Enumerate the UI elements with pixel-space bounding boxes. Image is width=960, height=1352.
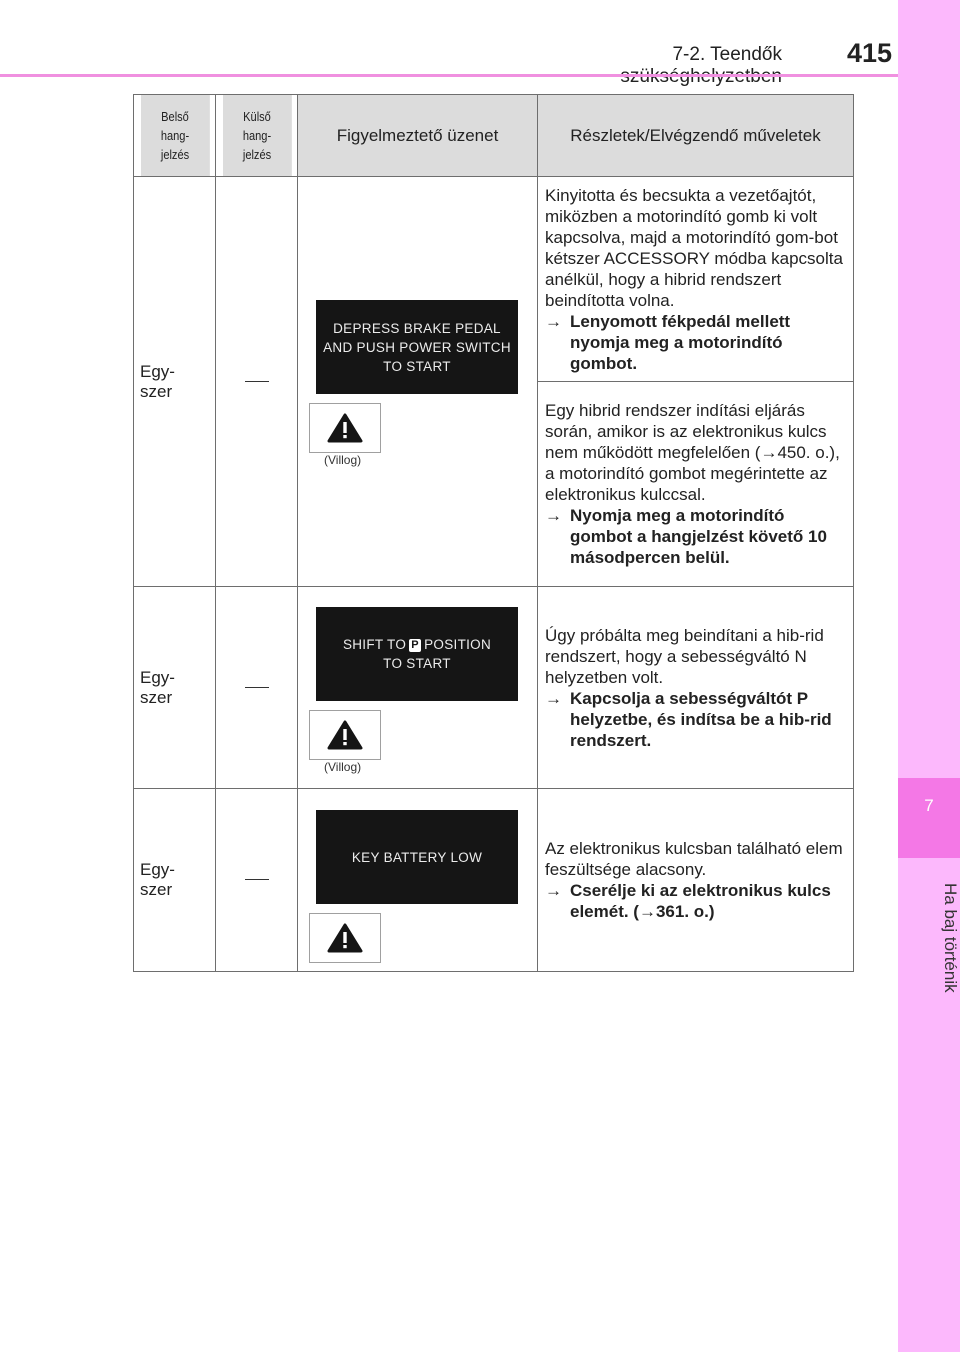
em-dash [245,381,269,382]
chapter-number-box [898,778,960,858]
detail-text: Kinyitotta és becsukta a vezetőajtót, miközben a motorindító gomb ki volt kapcsolva, majd a motorindító gom-bot kétszer ACCESSORY módba kapcsolta anélkül, hogy a hibrid rendszert beindította volna. [545,185,843,310]
warning-triangle-icon [309,710,381,760]
section-title: 7-2. Teendők [672,44,782,65]
arrow-icon: → [545,506,562,525]
external-buzzer-cell [216,177,298,587]
warning-message-cell [298,789,538,972]
internal-buzzer-cell: Egy- szer [134,789,216,972]
table-header-row [134,95,854,177]
header-warning-message: Figyelmeztető üzenet [298,95,538,177]
header-divider [0,74,898,77]
warning-message-table [133,94,854,972]
action-text: Kapcsolja a sebességváltót P helyzetbe, és indítsa be a hib-rid rendszert. [570,688,832,750]
warning-triangle-icon [309,403,381,453]
action-item [545,880,845,922]
chapter-side-tab [898,0,960,1352]
page-number: 415 [846,38,892,68]
em-dash [245,879,269,880]
arrow-icon: → [545,688,562,708]
action-item [545,311,845,374]
internal-buzzer-cell: Egy- szer [134,587,216,789]
action-item [545,688,845,751]
warning-message-cell [298,177,538,587]
table-row [134,587,854,789]
action-item [545,505,845,568]
header-internal-buzzer: Belső hang- jelzés [140,95,210,177]
header-external-buzzer: Külső hang- jelzés [222,95,292,177]
detail-text: Az elektronikus kulcsban található elem feszültsége alacsony. [545,839,843,879]
blink-note: (Villog) [324,453,362,467]
detail-text: Egy hibrid rendszer indítási eljárás során, amikor is az elektronikus kulcs nem működött megfelelően (→450. o.), a motorindító gombot megérintette az elektronikus kulccsal. [545,401,840,504]
chapter-title: Ha baj történik [941,883,960,993]
external-buzzer-cell [216,789,298,972]
detail-cell [538,587,854,789]
em-dash [245,687,269,688]
warning-message-cell [298,587,538,789]
action-text: Lenyomott fékpedál mellett nyomja meg a motorindító gombot. [570,311,791,373]
multi-info-display: SHIFT TO P POSITION TO START [316,607,518,701]
detail-cell [538,789,854,972]
arrow-icon: → [545,881,562,900]
action-text: Nyomja meg a motorindító gombot a hangjelzést követő 10 másodpercen belül. [570,506,827,567]
internal-buzzer-cell: Egy- szer [134,177,216,587]
detail-cell [538,177,854,382]
blink-note: (Villog) [324,760,362,774]
chapter-number: 7 [924,796,934,815]
header-details: Részletek/Elvégzendő műveletek [538,95,854,177]
detail-text: Úgy próbálta meg beindítani a hib-rid rendszert, hogy a sebességváltó N helyzetben volt. [545,625,824,687]
multi-info-display: KEY BATTERY LOW [316,810,518,904]
gear-p-icon: P [409,639,421,652]
table-row [134,177,854,382]
action-text: Cserélje ki az elektronikus kulcs elemét. (→361. o.) [570,881,831,921]
table-row [134,789,854,972]
warning-triangle-icon [309,913,381,963]
external-buzzer-cell [216,587,298,789]
detail-cell [538,382,854,587]
multi-info-display: DEPRESS BRAKE PEDAL AND PUSH POWER SWITCH TO START [316,300,518,394]
arrow-icon: → [545,311,562,331]
